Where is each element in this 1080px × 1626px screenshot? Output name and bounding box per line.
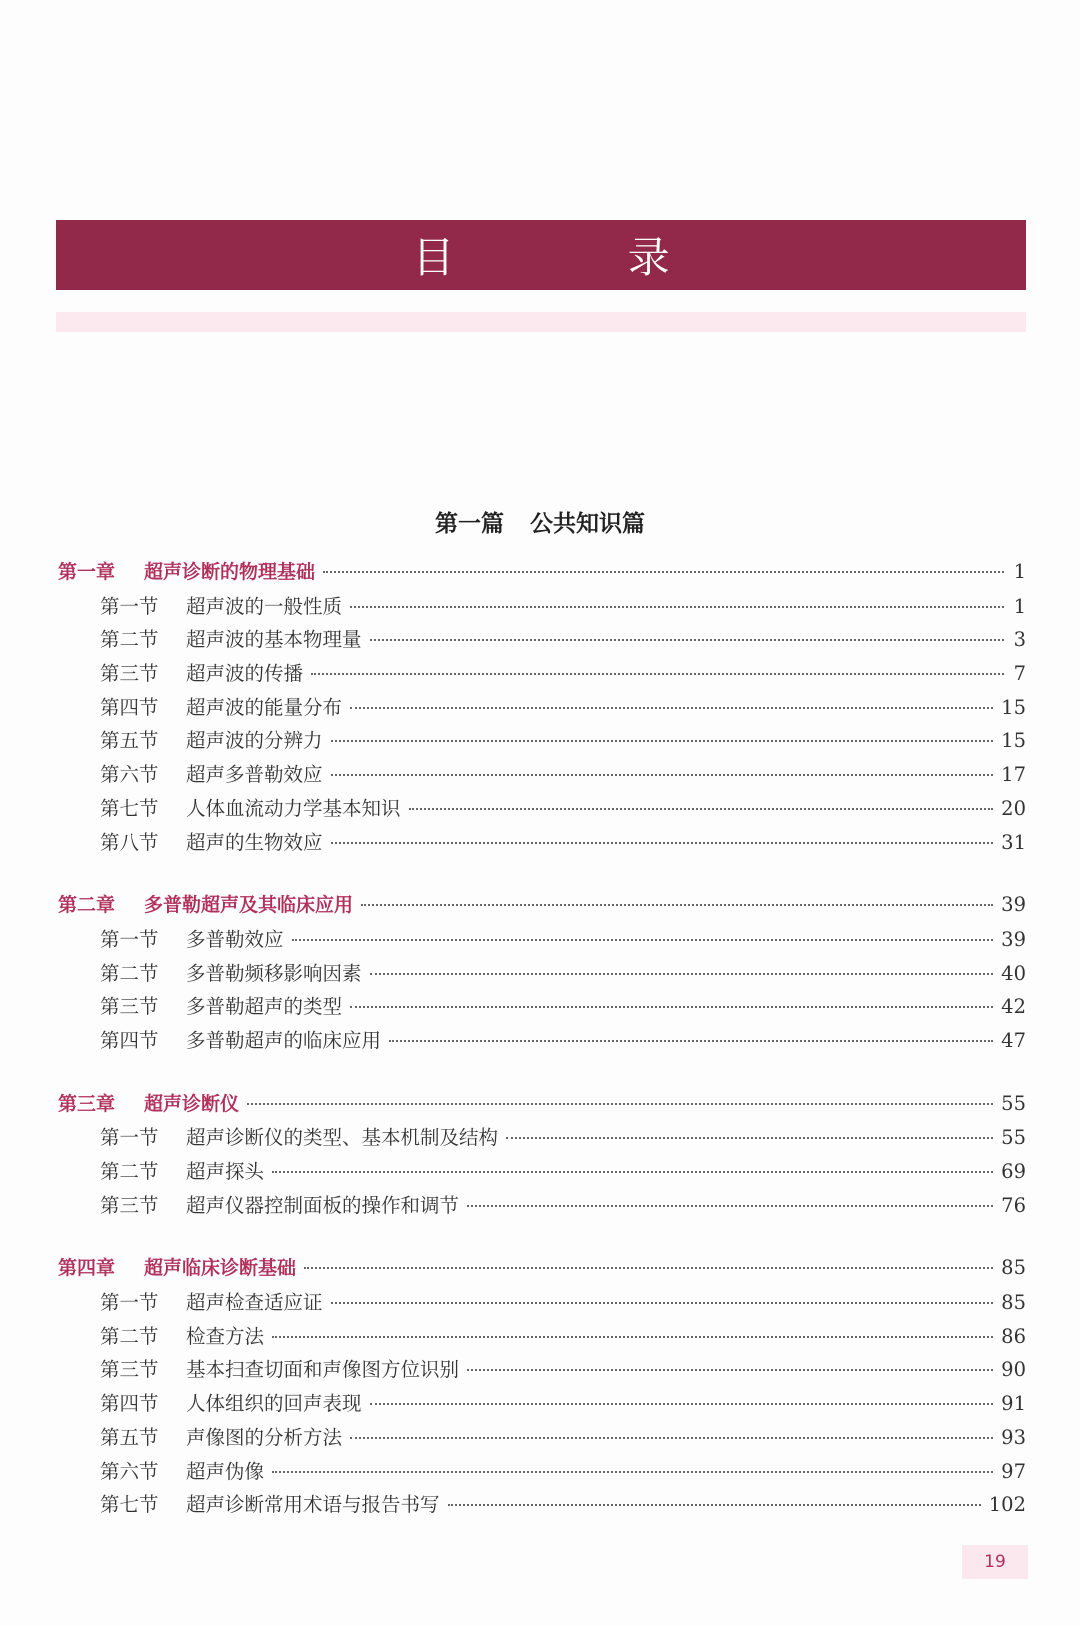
- entry-title: 多普勒超声及其临床应用: [144, 894, 354, 917]
- entry-page: 20: [1001, 796, 1026, 820]
- entry-number: 第七节: [100, 1493, 159, 1517]
- entry-title: 超声诊断常用术语与报告书写: [186, 1493, 440, 1517]
- page-number: 19: [962, 1545, 1028, 1579]
- section-entry[interactable]: [58, 692, 1026, 726]
- entry-title: 超声临床诊断基础: [144, 1257, 297, 1280]
- entry-page: 39: [1001, 927, 1026, 951]
- entry-number: 第三节: [100, 1358, 159, 1382]
- page-title: 目 录: [412, 233, 750, 282]
- section-entry[interactable]: [58, 1489, 1026, 1523]
- section-entry[interactable]: [58, 1321, 1026, 1355]
- entry-number: 第一节: [100, 594, 159, 618]
- chapter-entry[interactable]: [58, 1089, 1026, 1123]
- chapter-block: [58, 1089, 1026, 1224]
- entry-number: 第二节: [100, 1160, 159, 1183]
- dot-leader: [350, 707, 993, 709]
- entry-title: 超声诊断的物理基础: [144, 561, 316, 583]
- entry-page: 39: [1001, 893, 1026, 917]
- entry-page: 85: [1001, 1256, 1026, 1280]
- dot-leader: [370, 973, 994, 975]
- entry-page: 93: [1001, 1425, 1026, 1449]
- entry-number: 第四节: [100, 695, 159, 719]
- chapter-block: [58, 890, 1026, 1058]
- dot-leader: [331, 842, 994, 844]
- entry-title: 超声探头: [186, 1160, 265, 1183]
- section-entry[interactable]: [58, 1025, 1026, 1059]
- banner-shadow: [56, 312, 1026, 332]
- dot-leader: [506, 1137, 993, 1139]
- entry-number: 第二节: [100, 961, 159, 985]
- section-entry[interactable]: [58, 991, 1026, 1025]
- entry-title: 超声的生物效应: [186, 830, 323, 854]
- entry-number: 第二章: [58, 894, 116, 917]
- dot-leader: [292, 939, 994, 941]
- entry-title: 超声伪像: [186, 1459, 265, 1483]
- part-title: 第一篇 公共知识篇: [434, 511, 645, 537]
- dot-leader: [272, 1336, 993, 1338]
- entry-page: 86: [1001, 1324, 1026, 1348]
- entry-page: 55: [1001, 1091, 1026, 1115]
- section-entry[interactable]: [58, 591, 1026, 625]
- entry-number: 第一节: [100, 1126, 159, 1150]
- entry-number: 第一章: [58, 561, 116, 583]
- entry-number: 第八节: [100, 830, 159, 854]
- dot-leader: [311, 673, 1004, 675]
- section-entry[interactable]: [58, 793, 1026, 827]
- entry-title: 多普勒效应: [186, 927, 284, 951]
- entry-number: 第七节: [100, 796, 159, 820]
- entry-page: 15: [1001, 729, 1026, 753]
- entry-number: 第四章: [58, 1257, 116, 1280]
- dot-leader: [448, 1504, 981, 1506]
- entry-page: 91: [1001, 1392, 1026, 1416]
- entry-page: 55: [1001, 1126, 1026, 1150]
- entry-title: 超声波的基本物理量: [186, 628, 362, 652]
- dot-leader: [370, 1403, 994, 1405]
- section-entry[interactable]: [58, 624, 1026, 658]
- dot-leader: [361, 904, 993, 906]
- entry-title: 超声检查适应证: [186, 1291, 323, 1315]
- entry-number: 第三节: [100, 995, 159, 1019]
- entry-title: 超声仪器控制面板的操作和调节: [186, 1193, 460, 1217]
- dot-leader: [467, 1369, 993, 1371]
- entry-page: 1: [1013, 594, 1026, 618]
- entry-page: 15: [1001, 695, 1026, 719]
- entry-page: 42: [1001, 995, 1026, 1019]
- entry-number: 第三节: [100, 662, 159, 686]
- section-entry[interactable]: [58, 924, 1026, 958]
- entry-number: 第二节: [100, 1324, 159, 1348]
- entry-title: 超声诊断仪的类型、基本机制及结构: [186, 1126, 499, 1150]
- entry-title: 超声多普勒效应: [186, 763, 323, 787]
- dot-leader: [350, 1437, 993, 1439]
- entry-title: 人体组织的回声表现: [186, 1392, 362, 1416]
- section-entry[interactable]: [58, 958, 1026, 992]
- section-entry[interactable]: [58, 1122, 1026, 1156]
- dot-leader: [350, 606, 1004, 608]
- entry-number: 第四节: [100, 1392, 159, 1416]
- section-entry[interactable]: [58, 1287, 1026, 1321]
- entry-page: 1: [1013, 560, 1026, 583]
- entry-number: 第三章: [58, 1092, 116, 1115]
- entry-number: 第六节: [100, 763, 159, 787]
- entry-number: 第五节: [100, 729, 159, 753]
- title-banner: [56, 220, 1026, 290]
- dot-leader: [389, 1040, 993, 1042]
- section-entry[interactable]: [58, 1456, 1026, 1490]
- entry-page: 97: [1001, 1459, 1026, 1483]
- dot-leader: [350, 1006, 993, 1008]
- entry-page: 17: [1001, 763, 1026, 787]
- entry-title: 基本扫查切面和声像图方位识别: [186, 1358, 460, 1382]
- section-entry[interactable]: [58, 658, 1026, 692]
- entry-page: 40: [1001, 961, 1026, 985]
- entry-title: 超声波的能量分布: [186, 695, 343, 719]
- section-entry[interactable]: [58, 1354, 1026, 1388]
- dot-leader: [304, 1267, 993, 1269]
- entry-page: 7: [1013, 662, 1026, 686]
- chapter-block: [58, 1253, 1026, 1523]
- entry-title: 超声波的分辨力: [186, 729, 323, 753]
- entry-title: 多普勒频移影响因素: [186, 961, 362, 985]
- entry-title: 超声诊断仪: [144, 1092, 240, 1115]
- dot-leader: [272, 1171, 993, 1173]
- entry-title: 多普勒超声的临床应用: [186, 1028, 382, 1052]
- dot-leader: [331, 774, 994, 776]
- entry-title: 多普勒超声的类型: [186, 995, 343, 1019]
- section-entry[interactable]: [58, 1156, 1026, 1190]
- entry-page: 85: [1001, 1291, 1026, 1315]
- entry-page: 69: [1001, 1160, 1026, 1183]
- section-entry[interactable]: [58, 1190, 1026, 1224]
- chapter-block: [58, 557, 1026, 860]
- dot-leader: [331, 1302, 994, 1304]
- entry-number: 第一节: [100, 927, 159, 951]
- entry-number: 第一节: [100, 1291, 159, 1315]
- dot-leader: [370, 639, 1004, 641]
- entry-page: 90: [1001, 1358, 1026, 1382]
- table-of-contents: [58, 557, 1026, 1553]
- entry-title: 人体血流动力学基本知识: [186, 796, 401, 820]
- entry-number: 第五节: [100, 1425, 159, 1449]
- dot-leader: [409, 808, 994, 810]
- entry-title: 声像图的分析方法: [186, 1425, 343, 1449]
- dot-leader: [467, 1205, 993, 1207]
- entry-title: 超声波的传播: [186, 662, 304, 686]
- entry-title: 检查方法: [186, 1324, 265, 1348]
- section-entry[interactable]: [58, 827, 1026, 861]
- chapter-entry[interactable]: [58, 1253, 1026, 1287]
- dot-leader: [323, 571, 1004, 573]
- entry-page: 102: [988, 1493, 1026, 1517]
- section-entry[interactable]: [58, 759, 1026, 793]
- dot-leader: [272, 1471, 993, 1473]
- entry-number: 第四节: [100, 1028, 159, 1052]
- section-entry[interactable]: [58, 1388, 1026, 1422]
- dot-leader: [331, 740, 994, 742]
- section-entry[interactable]: [58, 725, 1026, 759]
- entry-number: 第六节: [100, 1459, 159, 1483]
- entry-number: 第二节: [100, 628, 159, 652]
- entry-page: 3: [1013, 628, 1026, 652]
- chapter-entry[interactable]: [58, 557, 1026, 591]
- entry-page: 31: [1001, 830, 1026, 854]
- entry-title: 超声波的一般性质: [186, 594, 343, 618]
- dot-leader: [247, 1103, 993, 1105]
- entry-number: 第三节: [100, 1193, 159, 1217]
- chapter-entry[interactable]: [58, 890, 1026, 924]
- section-entry[interactable]: [58, 1422, 1026, 1456]
- entry-page: 76: [1001, 1193, 1026, 1217]
- entry-page: 47: [1001, 1028, 1026, 1052]
